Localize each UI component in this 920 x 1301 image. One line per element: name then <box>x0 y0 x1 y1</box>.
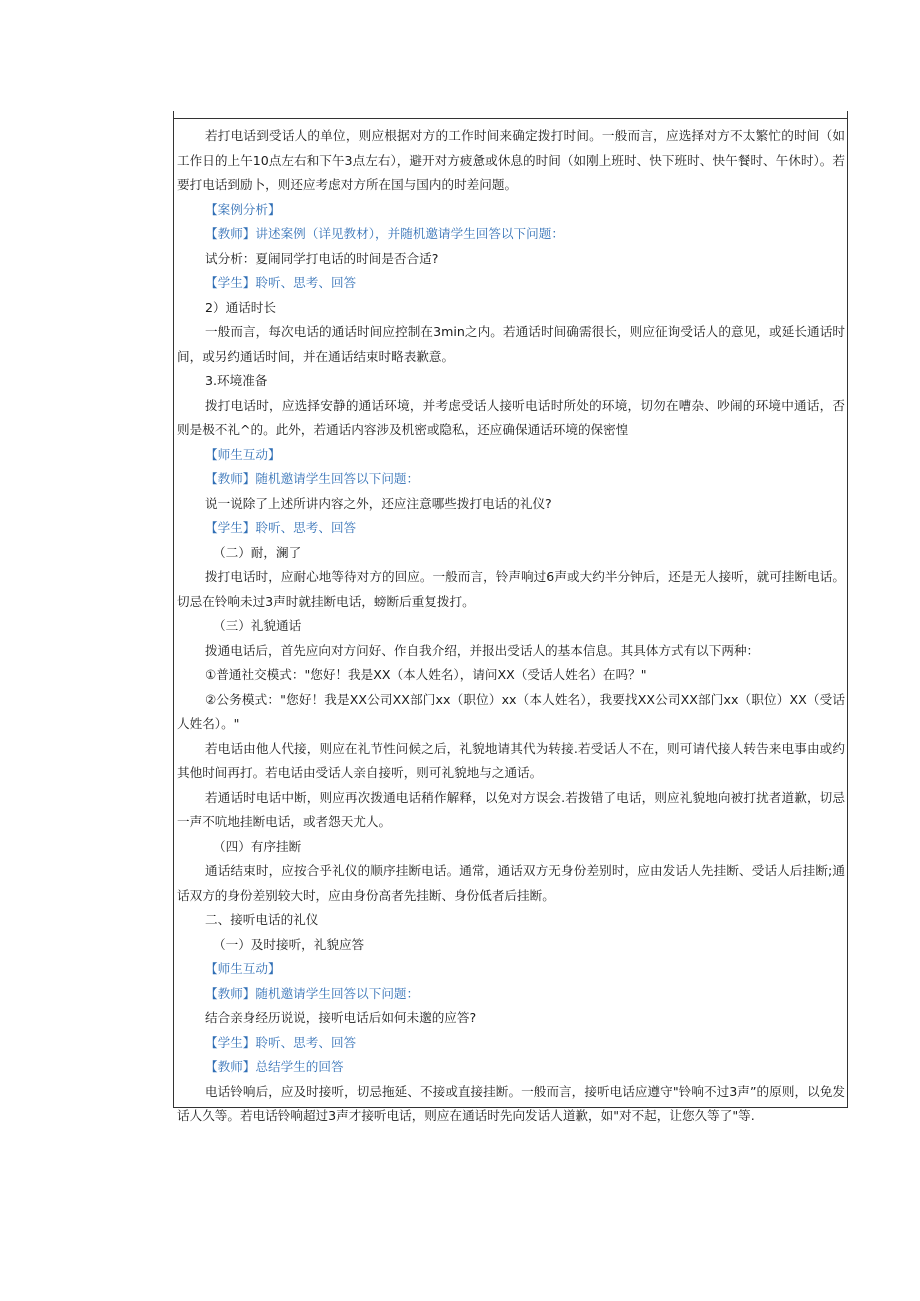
section-marker: 【师生互动】 <box>205 961 281 976</box>
section-marker: 【师生互动】 <box>205 446 281 462</box>
section-marker: 【学生】聆听、思考、回答 <box>205 1034 357 1050</box>
paragraph: 拨打电话时，应选择安静的通话环境，并考虑受话人接听电话时所处的环境，切勿在嘈杂、吵闹的环境中通话，否则是极不礼^的。此外，若通话内容涉及机密或隐私，还应确保通话环境的保密惶 <box>177 397 845 437</box>
section-marker: 【教师】随机邀请学生回答以下问题： <box>205 985 420 1001</box>
subheading: （一）及时接听，礼貌应答 <box>213 936 365 952</box>
paragraph: ②公务模式："您好！我是XX公司XX部门xx（职位）xx（本人姓名），我要找XX公司XX部门xx（职位）XX（受话人姓名）。" <box>177 691 845 731</box>
section-marker: 【案例分析】 <box>205 201 281 217</box>
paragraph: 说一说除了上述所讲内容之外，还应注意哪些拨打电话的礼仪? <box>205 495 552 511</box>
paragraph: 二、接听电话的礼仪 <box>205 912 319 927</box>
section-marker: 【教师】总结学生的回答 <box>205 1059 344 1074</box>
paragraph: 若电话由他人代接，则应在礼节性问候之后，礼貌地请其代为转接.若受话人不在，则可请代接人转告来电事由或约其他时间再打。若电话由受话人亲自接听，则可礼貌地与之通话。 <box>177 740 845 780</box>
paragraph: 一般而言，每次电话的通话时间应控制在3min之内。若通话时间确需很长，则应征询受话人的意见，或延长通话时间，或另约通话时间，并在通话结束时略表歉意。 <box>177 324 845 364</box>
section-marker: 【学生】聆听、思考、回答 <box>205 275 357 290</box>
paragraph: 拨通电话后，首先应向对方问好、作自我介绍，并报出受话人的基本信息。其具体方式有以下两种： <box>205 642 760 658</box>
paragraph: 结合亲身经历说说，接听电话后如何未邈的应答? <box>205 1010 477 1025</box>
section-marker: 【学生】聆听、思考、回答 <box>205 520 357 535</box>
document-body <box>174 124 847 1129</box>
section-marker: 【教师】随机邀请学生回答以下问题： <box>205 471 420 486</box>
paragraph: 3.环境准备 <box>205 373 268 388</box>
subheading: （二）耐，澜了 <box>213 544 302 560</box>
section-marker: 【教师】讲述案例（详见教材），并随机邀请学生回答以下问题： <box>205 226 564 241</box>
paragraph: ①普通社交模式："您好！我是XX（本人姓名），请问XX（受话人姓名）在吗？" <box>205 667 647 682</box>
paragraph: 若通话时电话中断，则应再次拨通电话稍作解释，以免对方误会.若拨错了电话，则应礼貌地向被打扰者道歉，切忌一声不吭地挂断电话，或者怨天尤人。 <box>177 789 845 829</box>
document-frame <box>173 118 848 1123</box>
paragraph: 拨打电话时，应耐心地等待对方的回应。一般而言，铃声响过6声或大约半分钟后，还是无人接听，就可挂断电话。切忌在铃响未过3声时就挂断电话，螃断后重复拨打。 <box>177 569 845 609</box>
subheading: （三）礼貌通话 <box>213 618 302 633</box>
paragraph: 电话铃响后，应及时接听，切忌拖延、不接或直接挂断。一般而言，接听电话应遵守"铃响不过3声”的原则，以免发话人久等。若电话铃响超过3声才接听电话，则应在通话时先向发话人道歉，如"对不起，让您久等了"等. <box>177 1083 845 1123</box>
subheading: （四）有序挂断 <box>213 838 302 854</box>
paragraph: 若打电话到受话人的单位，则应根据对方的工作时间来确定拨打时间。一般而言，应选择对方不太繁忙的时间（如工作日的上午10点左右和下午3点左右），避开对方疲惫或休息的时间（如刚上班时、快下班时、快午餐时、午休时）。若要打电话到励卜，则还应考虑对方所在国与国内的时差问题。 <box>177 128 845 192</box>
paragraph: 通话结束时，应按合乎礼仪的顺序挂断电话。通常，通话双方无身份差别时，应由发话人先挂断、受话人后挂断;通话双方的身份差别较大时，应由身份高者先挂断、身份低者后挂断。 <box>177 863 845 903</box>
paragraph: 试分析：夏闹同学打电话的时间是否合适? <box>205 250 439 266</box>
paragraph: 2）通话时长 <box>205 299 276 315</box>
